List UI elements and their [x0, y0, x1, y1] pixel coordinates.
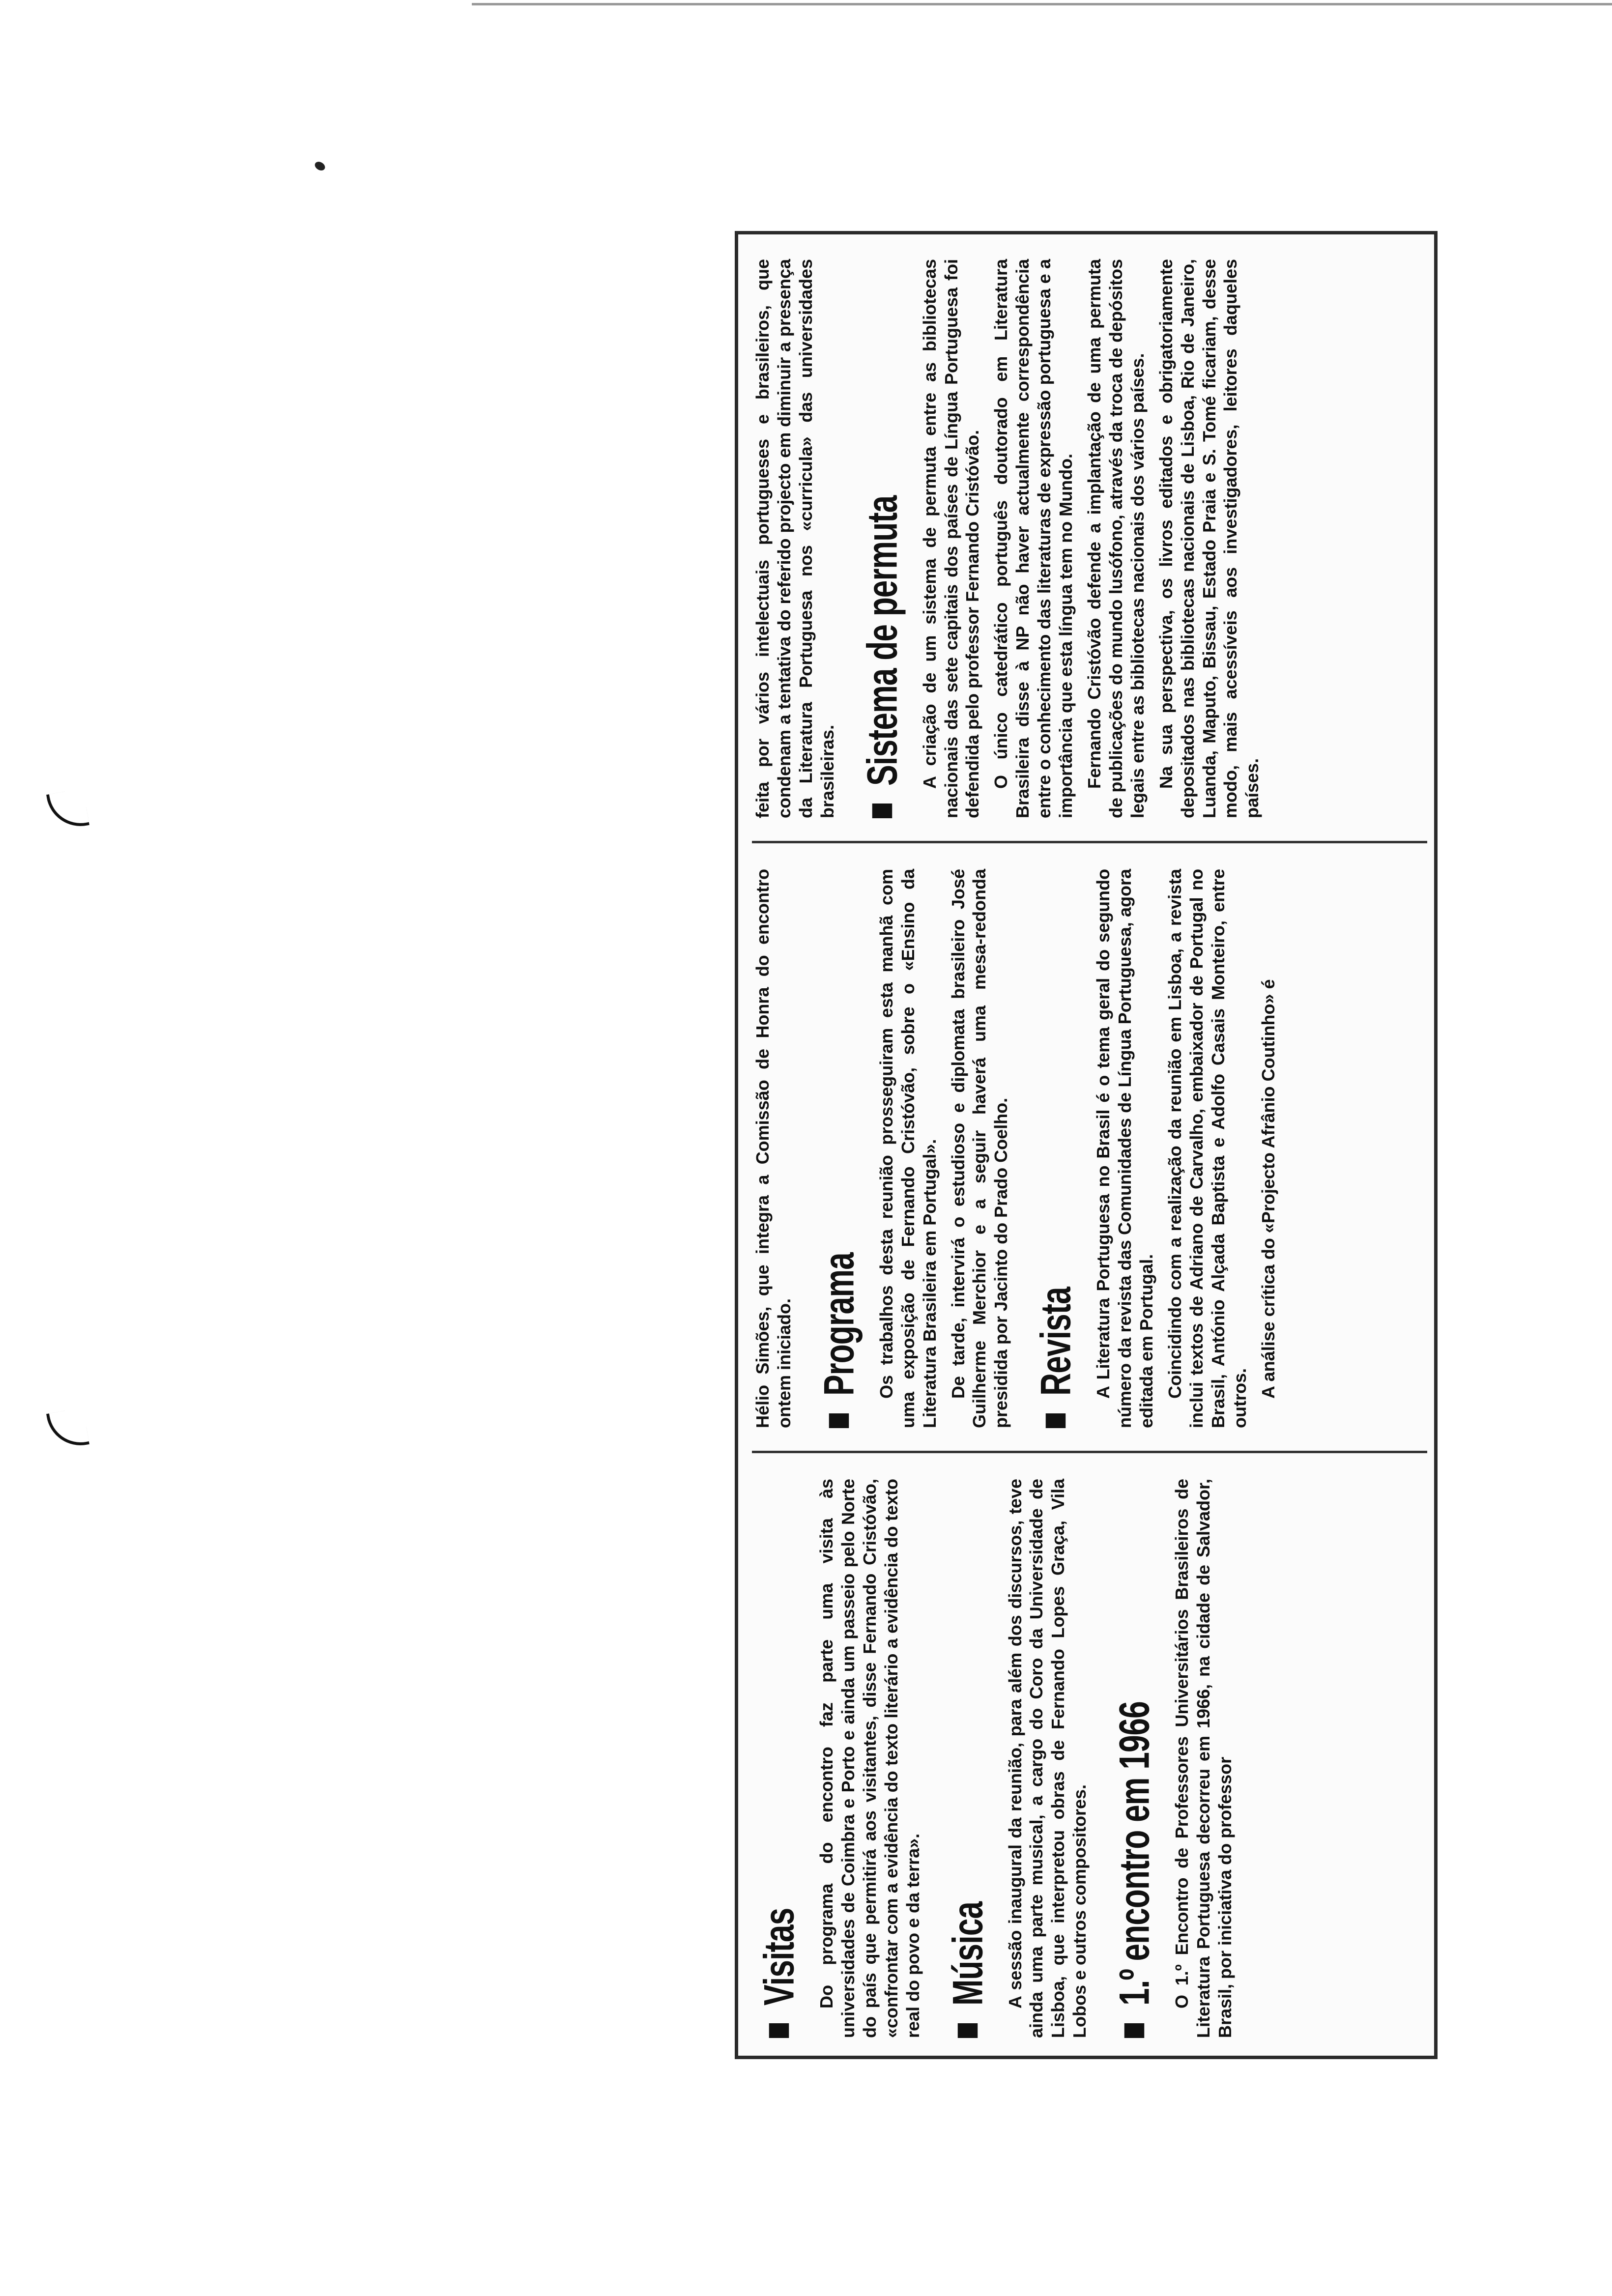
- section-heading: [1031, 869, 1080, 1428]
- square-bullet-icon: [1046, 1413, 1066, 1428]
- square-bullet-icon: [769, 2023, 789, 2038]
- article-body: [738, 234, 1438, 2059]
- scan-top-line: [472, 3, 1612, 5]
- square-bullet-icon: [957, 2023, 978, 2038]
- section-heading: [858, 259, 907, 818]
- scan-arc-mark: [46, 788, 89, 832]
- article-paragraph: A sessão inaugural da reunião, para além dos discursos, teve ainda uma parte musical, a cargo do Coro da Universidade de Lisboa, que interpretou obras de Fernando Lopes Graça, Vila Lobos e outros compositores.: [1005, 1479, 1090, 2038]
- article-paragraph: O único catedrático português doutorado em Literatura Brasileira disse à NP não haver actualmente correspondência entre o conhecimento das literaturas de expressão portuguesa e a importância que esta língua tem no Mundo.: [991, 259, 1076, 818]
- square-bullet-icon: [872, 804, 892, 818]
- article-section: [752, 869, 795, 1428]
- section-heading-text: Visitas: [755, 1908, 803, 2006]
- article-paragraph: Os trabalhos desta reunião prosseguiram esta manhã com uma exposição de Fernando Cristóvão, sobre o «Ensino da Literatura Brasileira em Portugal».: [876, 869, 940, 1428]
- article-paragraph: A análise crítica do «Projecto Afrânio Coutinho» é: [1258, 979, 1278, 1399]
- article-column: [752, 1479, 1427, 2038]
- section-heading: [754, 1479, 804, 2038]
- article-section: [752, 1479, 924, 2038]
- article-paragraph: A Literatura Portuguesa no Brasil é o tema geral do segundo número da revista das Comunidades de Língua Portuguesa, agora editada em Portugal.: [1093, 869, 1157, 1428]
- article-paragraph: Hélio Simões, que integra a Comissão de Honra do encontro ontem iniciado.: [752, 869, 794, 1428]
- section-heading-text: 1.º encontro em 1966: [1110, 1701, 1158, 2006]
- article-paragraph: Coincidindo com a realização da reunião em Lisboa, a revista inclui textos de Adriano de Carvalho, embaixador de Portugal no Brasil, António Alçada Baptista e Adolfo Casais Monteiro, entre outros.: [1164, 869, 1250, 1428]
- square-bullet-icon: [829, 1413, 849, 1428]
- article-paragraph: Fernando Cristóvão defende a implantação de uma permuta de publicações do mundo lusófono, através da troca de depósitos legais entre as bibliotecas nacionais dos vários países.: [1084, 259, 1148, 818]
- article-paragraph: Na sua perspectiva, os livros editados e obrigatoriamente depositados nas bibliotecas nacionais de Lisboa, Rio de Janeiro, Luanda, Maputo, Bissau, Estado Praia e S. Tomé ficariam, desse modo, mais acessíveis aos investigadores, leitores daqueles países.: [1155, 259, 1263, 818]
- article-section: [812, 869, 1012, 1428]
- section-heading-text: Sistema de permuta: [858, 495, 906, 786]
- scan-speck: [313, 160, 326, 172]
- section-heading-text: Programa: [815, 1253, 863, 1396]
- section-heading-text: Música: [943, 1902, 992, 2006]
- article-paragraph: O 1.º Encontro de Professores Universitários Brasileiros de Literatura Portuguesa decorreu em 1966, na cidade de Salvador, Brasil, por iniciativa do professor: [1172, 1479, 1235, 2038]
- article-section: [941, 1479, 1091, 2038]
- article-column: [752, 869, 1427, 1453]
- section-heading-text: Revista: [1032, 1287, 1080, 1396]
- section-heading: [814, 869, 864, 1428]
- article-section: [1107, 1479, 1236, 2038]
- scan-arc-mark: [46, 1407, 89, 1451]
- article-section: [1029, 869, 1279, 1428]
- article-paragraph: De tarde, intervirá o estudioso e diplomata brasileiro José Guilherme Merchior e a seguir haverá uma mesa-redonda presidida por Jacinto do Prado Coelho.: [948, 869, 1011, 1428]
- square-bullet-icon: [1124, 2023, 1145, 2038]
- newspaper-clipping: [735, 231, 1438, 2059]
- article-paragraph: Do programa do encontro faz parte uma visita às universidades de Coimbra e Porto e ainda um passeio pelo Norte do país que permitirá aos visitantes, disse Fernando Cristóvão, «confrontar com a evidência do texto literário a evidência do texto real do povo e da terra».: [816, 1479, 923, 2038]
- article-paragraph: A criação de um sistema de permuta entre as bibliotecas nacionais das sete capitais dos países de Língua Portuguesa foi defendida pelo professor Fernando Cristóvão.: [919, 259, 983, 818]
- article-section: [752, 259, 838, 818]
- article-paragraph: feita por vários intelectuais portugueses e brasileiros, que condenam a tentativa do referido projecto em diminuir a presença da Literatura Portuguesa nos «curricula» das universidades brasileiras.: [752, 259, 837, 818]
- section-heading: [1110, 1479, 1159, 2038]
- article-column: [752, 259, 1427, 843]
- article-section: [855, 259, 1264, 818]
- section-heading: [943, 1479, 992, 2038]
